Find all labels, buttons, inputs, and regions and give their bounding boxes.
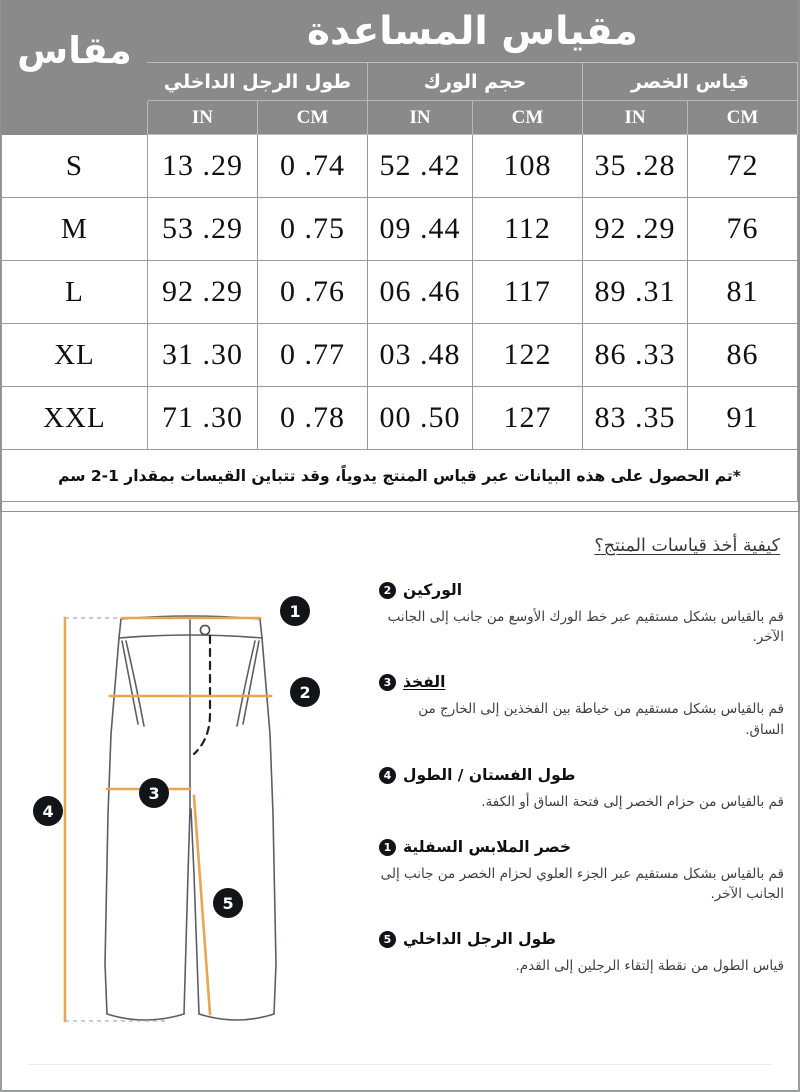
cell-inseam-in: 30. 31	[147, 324, 257, 387]
cell-waist-in: 29. 92	[583, 198, 688, 261]
left-leg-hem	[107, 1014, 184, 1020]
left-pocket-line-2	[126, 641, 144, 726]
table-row	[1, 198, 797, 261]
measure-line-inseam	[194, 796, 210, 1014]
step-number-badge-1: 1	[379, 839, 396, 856]
cell-inseam-cm: 74. 0	[258, 135, 368, 198]
size-table	[1, 0, 798, 502]
waistband-left-edge	[119, 619, 121, 638]
cell-hip-cm: 117	[473, 261, 583, 324]
table-row	[1, 135, 797, 198]
step-title-row	[379, 765, 784, 786]
diagram-marker-1: 1	[280, 596, 310, 626]
footer-divider	[28, 1064, 772, 1065]
step-title-row	[379, 672, 784, 693]
step-item-length	[379, 765, 784, 812]
cell-hip-cm: 122	[473, 324, 583, 387]
right-outer-seam	[262, 638, 276, 1014]
cell-inseam-cm: 76. 0	[258, 261, 368, 324]
step-description: قياس الطول من نقطة إلتقاء الرجلين إلى القدم.	[515, 958, 784, 975]
cell-inseam-cm: 77. 0	[258, 324, 368, 387]
size-column-header: مقاس	[1, 1, 147, 101]
diagram-marker-3: 3	[139, 778, 169, 808]
unit-header-hip-cm: CM	[473, 101, 583, 135]
step-item-inseam	[379, 929, 784, 976]
size-column-header-spacer	[1, 101, 147, 135]
cell-size: L	[1, 261, 147, 324]
step-title-text: طول الفستان / الطول	[403, 765, 576, 784]
step-title-text: خصر الملابس السفلية	[403, 838, 572, 857]
table-footnote-row	[1, 450, 797, 502]
step-number-badge-4: 4	[379, 767, 396, 784]
table-title-row	[1, 1, 797, 63]
leader-guides	[65, 618, 168, 1021]
cell-hip-in: 50. 00	[368, 387, 473, 450]
right-pocket-line-2	[237, 641, 255, 726]
cell-size: XL	[1, 324, 147, 387]
cell-hip-in: 42. 52	[368, 135, 473, 198]
left-outer-seam	[105, 638, 119, 1014]
cell-waist-in: 28. 35	[583, 135, 688, 198]
cell-inseam-in: 30. 71	[147, 387, 257, 450]
measurement-disclaimer: *تم الحصول على هذه البيانات عبر قياس المنتج يدوياً، وقد تتباين القيسات بمقدار 1-2 سم	[1, 450, 797, 502]
step-title-row	[379, 837, 784, 858]
diagram-marker-5: 5	[213, 888, 243, 918]
measurement-steps-list	[379, 580, 784, 1002]
table-row	[1, 261, 797, 324]
step-title-row	[379, 580, 784, 601]
cell-size: S	[1, 135, 147, 198]
waistband-right-edge	[260, 619, 262, 638]
cell-size: XXL	[1, 387, 147, 450]
step-title-text: الوركين	[403, 581, 463, 599]
step-number-badge-3: 3	[379, 674, 396, 691]
step-description: قم بالقياس بشكل مستقيم عبر خط الورك الأوسع من جانب إلى الجانب الآخر.	[387, 608, 784, 646]
diagram-marker-4: 4	[33, 796, 63, 826]
step-description: قم بالقياس بشكل مستقيم من خياطة بين الفخذين إلى الخارج من الساق.	[418, 701, 784, 738]
unit-header-inseam-cm: CM	[258, 101, 368, 135]
step-item-hips	[379, 580, 784, 647]
step-title-text: الفخذ	[403, 673, 446, 692]
cell-hip-cm: 108	[473, 135, 583, 198]
cell-waist-cm: 81	[688, 261, 798, 324]
table-unit-header-row	[1, 101, 797, 135]
measurement-guide-panel	[0, 512, 800, 1092]
step-number-badge-5: 5	[379, 931, 396, 948]
unit-header-hip-in: IN	[368, 101, 473, 135]
cell-waist-cm: 86	[688, 324, 798, 387]
cell-waist-cm: 91	[688, 387, 798, 450]
left-inner-seam	[184, 809, 190, 1014]
cell-hip-in: 44. 09	[368, 198, 473, 261]
cell-waist-in: 35. 83	[583, 387, 688, 450]
step-title-text: طول الرجل الداخلي	[403, 930, 556, 949]
cell-inseam-cm: 75. 0	[258, 198, 368, 261]
diagram-marker-2: 2	[290, 677, 320, 707]
cell-hip-cm: 127	[473, 387, 583, 450]
cell-hip-cm: 112	[473, 198, 583, 261]
guide-heading: كيفية أخذ قياسات المنتج؟	[594, 536, 780, 556]
step-item-thigh	[379, 672, 784, 739]
cell-waist-in: 33. 86	[583, 324, 688, 387]
cell-inseam-in: 29. 53	[147, 198, 257, 261]
waistband-button-icon	[200, 625, 209, 634]
cell-hip-in: 46. 06	[368, 261, 473, 324]
cell-waist-cm: 72	[688, 135, 798, 198]
cell-waist-cm: 76	[688, 198, 798, 261]
cell-hip-in: 48. 03	[368, 324, 473, 387]
pants-illustration	[18, 574, 363, 1064]
unit-header-waist-in: IN	[583, 101, 688, 135]
group-header-waist: قياس الخصر	[583, 63, 798, 101]
table-row	[1, 387, 797, 450]
cell-inseam-in: 29. 92	[147, 261, 257, 324]
step-title-row	[379, 929, 784, 950]
unit-header-waist-cm: CM	[688, 101, 798, 135]
step-description: قم بالقياس من حزام الخصر إلى فتحة الساق أو الكفة.	[481, 793, 784, 810]
pants-diagram	[18, 574, 363, 1064]
size-table-container	[0, 0, 800, 512]
step-description: قم بالقياس بشكل مستقيم عبر الجزء العلوي لحزام الخصر من جانب إلى الجانب الآخر.	[380, 865, 784, 903]
table-row	[1, 324, 797, 387]
cell-inseam-in: 29. 13	[147, 135, 257, 198]
unit-header-inseam-in: IN	[147, 101, 257, 135]
step-item-waist	[379, 837, 784, 904]
cell-waist-in: 31. 89	[583, 261, 688, 324]
step-number-badge-2: 2	[379, 582, 396, 599]
group-header-inseam: طول الرجل الداخلي	[147, 63, 367, 101]
chart-title: مقياس المساعدة	[147, 1, 797, 63]
cell-size: M	[1, 198, 147, 261]
group-header-hip: حجم الورك	[368, 63, 583, 101]
cell-inseam-cm: 78. 0	[258, 387, 368, 450]
